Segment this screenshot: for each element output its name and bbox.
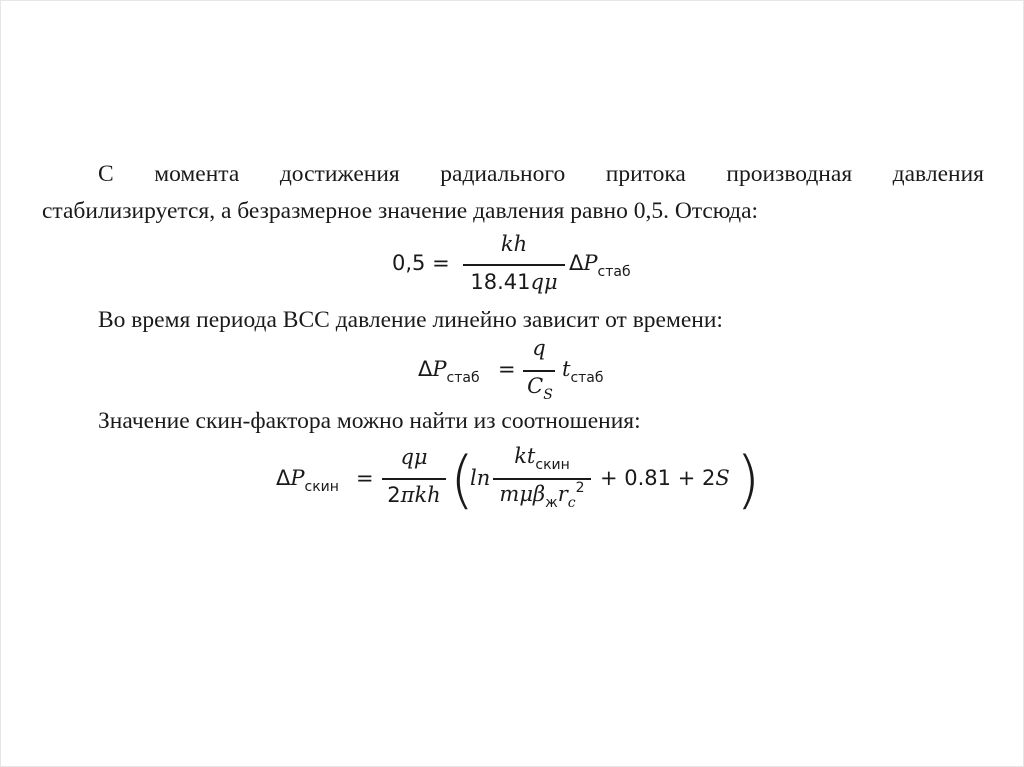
formula-3-lhs [276,466,339,495]
formula-2-lhs [418,357,480,386]
subscript-zh: ж [545,495,558,511]
paragraph-2: Во время периода ВСС давление линейно зависит от времени: [98,307,723,333]
const-0-81-plus-2: + 0.81 + 2 [600,466,716,490]
subscript-skin: скин [304,479,339,495]
word: притока [605,161,686,187]
var-q-mu: qμ [530,270,558,294]
word: момента [154,161,240,187]
word: давления [892,161,984,187]
subscript-s: S [543,387,553,403]
paragraph-1-line-2: стабилизируется, а безразмерное значение давления равно 0,5. Отсюда: [42,198,759,224]
paragraph-3: Значение скин-фактора можно найти из соотношения: [98,408,641,434]
var-kh: kh [500,232,528,256]
var-p: P [583,251,598,275]
var-r: r [557,482,568,506]
var-p: P [432,357,447,381]
formula-1-fraction-bar [463,264,565,266]
formula-1-delta-p [569,251,631,280]
delta-symbol: Δ [569,251,584,275]
var-t: t [562,357,571,381]
subscript-stab: стаб [570,370,604,386]
word: радиального [440,161,566,187]
subscript-stab: стаб [446,370,480,386]
ln-symbol: ln [470,466,491,490]
var-p: P [290,466,305,490]
subscript-c: c [567,495,576,511]
formula-3-tail [600,468,730,489]
formula-2-fraction-bar [523,370,555,372]
formula-2-equals: = [498,357,516,381]
var-kt: kt [514,444,536,468]
delta-symbol: Δ [276,466,291,490]
formula-3-frac2-numerator [493,444,591,473]
formula-2-denominator [520,374,560,403]
var-m-mu-beta: mμβ [499,482,546,506]
formula-3-equals: = [356,466,374,490]
formula-2-time [562,357,604,386]
const-2: 2 [387,483,401,507]
subscript-skin: скин [535,457,570,473]
var-pi-kh: πkh [400,483,441,507]
var-q: q [532,336,546,360]
formula-2-numerator [523,338,555,359]
formula-1-denominator [463,272,565,293]
paragraph-1-line-1 [98,163,984,187]
formula-3-frac2-denominator [490,480,594,511]
word: достижения [279,161,400,187]
formula-3-frac1-numerator [382,447,446,468]
formula-1-lhs: 0,5 = [392,251,450,275]
var-c: C [527,374,544,398]
right-paren: ) [736,443,761,516]
formula-3-frac1-bar [382,478,446,480]
superscript-2: 2 [575,480,585,496]
formula-1-numerator [463,234,565,255]
word: С [98,161,114,187]
var-q-mu: qμ [400,445,428,469]
var-s: S [715,466,730,490]
const-18-41: 18.41 [470,270,531,294]
word: производная [726,161,853,187]
subscript-stab: стаб [597,264,631,280]
left-paren: ( [450,443,475,516]
delta-symbol: Δ [418,357,433,381]
formula-3-frac1-denominator [380,485,448,506]
